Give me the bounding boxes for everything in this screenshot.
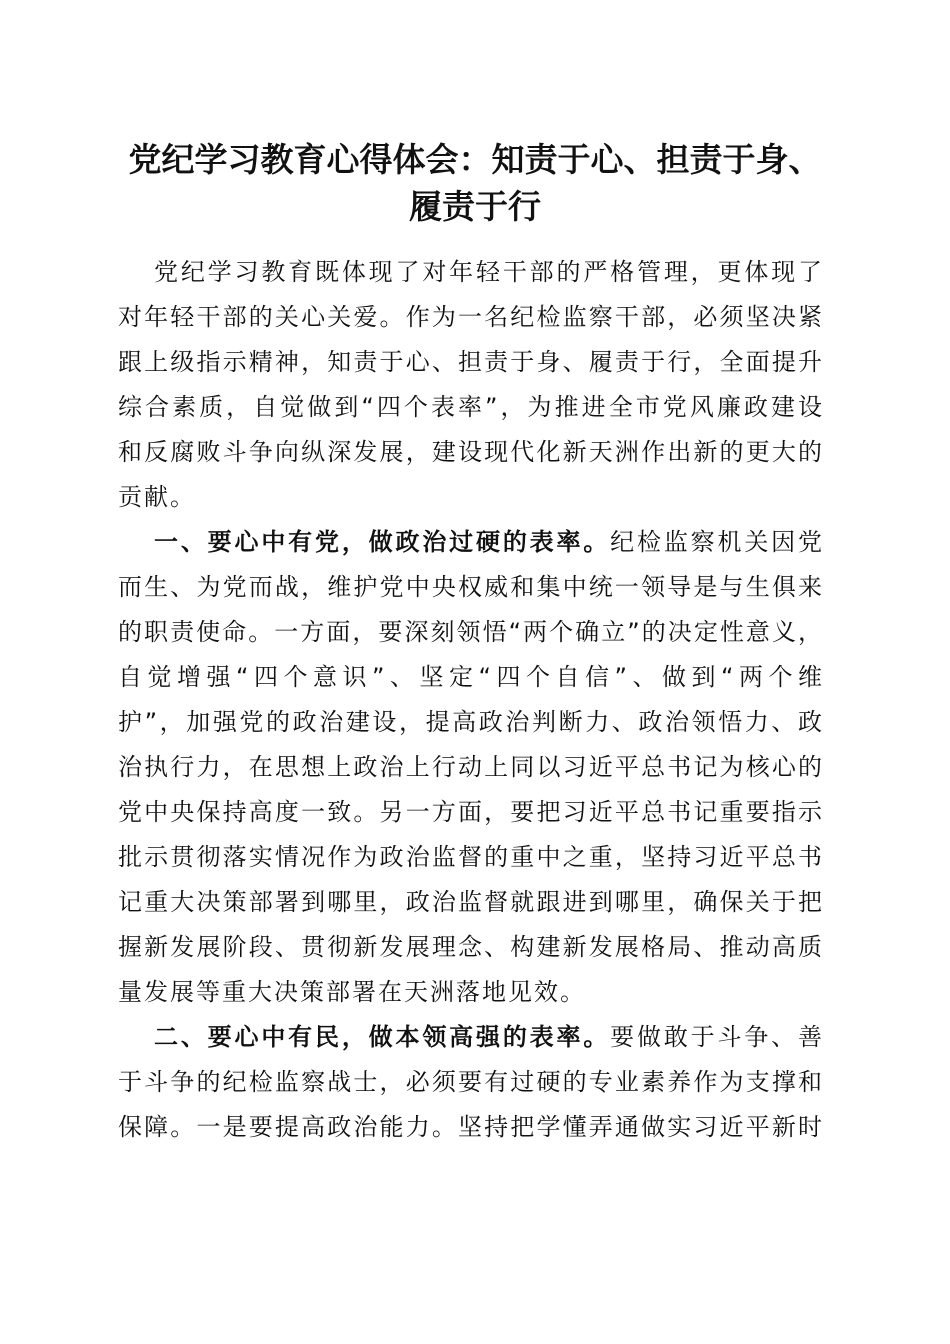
- text-line: 党纪学习教育既体现了对年轻干部的严格管理，更体现了: [154, 258, 822, 286]
- text-line: 护”，加强党的政治建设，提高政治判断力、政治领悟力、政: [118, 708, 822, 736]
- paragraph-section-2: [118, 1015, 822, 1150]
- title-line-1: 党纪学习教育心得体会：知责于心、担责于身、: [128, 140, 822, 179]
- text-line: 贡献。: [118, 483, 196, 511]
- text-line: [118, 520, 822, 565]
- text-line: 握新发展阶段、贯彻新发展理念、构建新发展格局、推动高质: [118, 933, 822, 961]
- paragraph-intro: [118, 250, 822, 520]
- text-line: [118, 1015, 822, 1060]
- text-line: 跟上级指示精神，知责于心、担责于身、履责于行，全面提升: [118, 348, 822, 376]
- text-line: 的职责使命。一方面，要深刻领悟“两个确立”的决定性意义，: [118, 618, 822, 646]
- text-line: 保障。一是要提高政治能力。坚持把学懂弄通做实习近平新时: [118, 1113, 822, 1141]
- text-line: 于斗争的纪检监察战士，必须要有过硬的专业素养作为支撑和: [118, 1068, 822, 1096]
- text-line: 对年轻干部的关心关爱。作为一名纪检监察干部，必须坚决紧: [118, 303, 822, 331]
- document-title: [110, 136, 840, 230]
- text-line: 党中央保持高度一致。另一方面，要把习近平总书记重要指示: [118, 798, 822, 826]
- text-run: 要做敢于斗争、善: [610, 1023, 823, 1051]
- paragraph-section-1: [118, 520, 822, 1015]
- text-line: 综合素质，自觉做到“四个表率”，为推进全市党风廉政建设: [118, 393, 822, 421]
- text-run: 纪检监察机关因党: [610, 528, 823, 556]
- text-line: 自觉增强“四个意识”、坚定“四个自信”、做到“两个维: [118, 663, 822, 691]
- text-line: 批示贯彻落实情况作为政治监督的重中之重，坚持习近平总书: [118, 843, 822, 871]
- text-line: 和反腐败斗争向纵深发展，建设现代化新天洲作出新的更大的: [118, 438, 822, 466]
- text-line: 治执行力，在思想上政治上行动上同以习近平总书记为核心的: [118, 753, 822, 781]
- title-line-2: 履责于行: [409, 187, 541, 226]
- text-line: 量发展等重大决策部署在天洲落地见效。: [118, 978, 586, 1006]
- text-line: 而生、为党而战，维护党中央权威和集中统一领导是与生俱来: [118, 573, 822, 601]
- text-line: 记重大决策部署到哪里，政治监督就跟进到哪里，确保关于把: [118, 888, 822, 916]
- section-heading: 一、要心中有党，做政治过硬的表率。: [154, 528, 611, 556]
- document-body: [118, 250, 822, 1150]
- section-heading: 二、要心中有民，做本领高强的表率。: [154, 1023, 611, 1051]
